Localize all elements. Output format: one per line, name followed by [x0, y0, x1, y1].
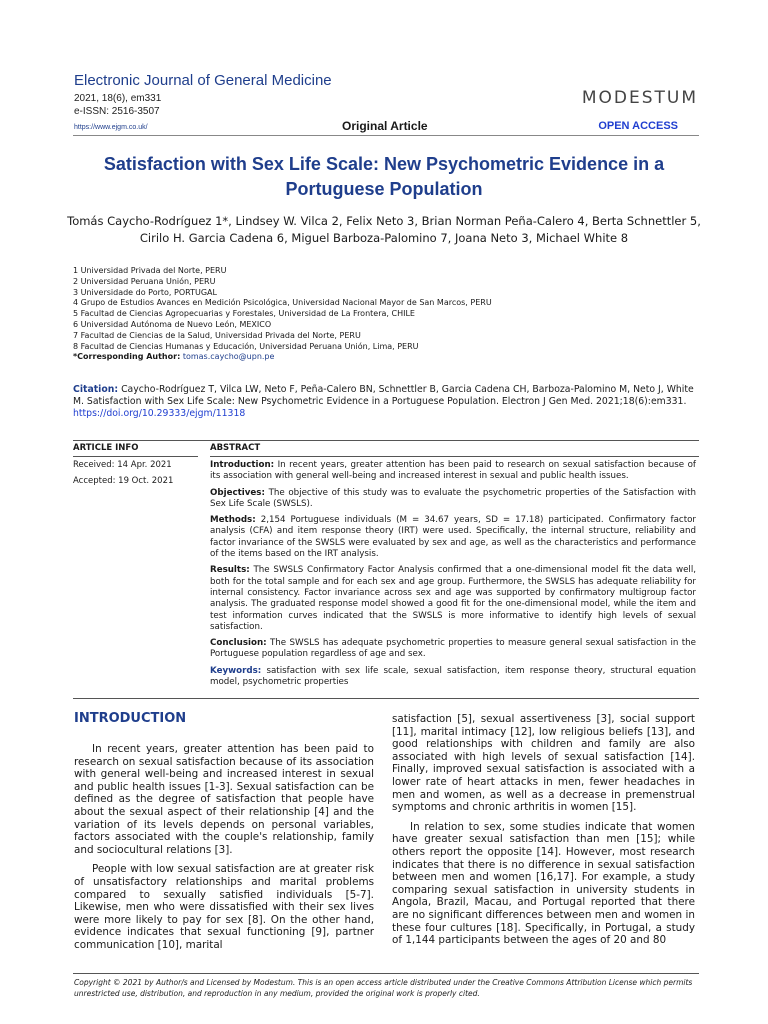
- paragraph: satisfaction [5], sexual assertiveness [3], social support [11], marital intimacy [12], low religious beliefs [13], and good relationships with children and family are also associated with high levels of sexual satisfaction [14]. Finally, improved sexual satisfaction is associated with a lower rate of heart attacks in men, fewer headaches in men and women, as well as a decrease in premenstrual symptoms and chronic arthritis in women [15].: [392, 713, 695, 814]
- journal-name: Electronic Journal of General Medicine: [74, 72, 332, 89]
- keywords-label: Keywords:: [210, 665, 262, 676]
- authors-line-2: Cirilo H. Garcia Cadena 6, Miguel Barboza-Palomino 7, Joana Neto 3, Michael White 8: [139, 231, 629, 245]
- abstract-results-text: The SWSLS Confirmatory Factor Analysis confirmed that a one-dimensional model fit the data well, both for the total sample and for each sex and age group. Furthermore, the SWSLS has adequate reliability for internal consistency. Factor invariance across sex and age was supported by confirmatory multigroup factor analysis. The graduated response model showed a good fit for the one-dimensional model, while the item and test information curves indicated that the SWSLS is more informative to identify high levels of sexual satisfaction.: [210, 565, 696, 632]
- affiliation-item: 4 Grupo de Estudios Avances en Medición Psicológica, Universidad Nacional Mayor de San Marcos, PERU: [73, 298, 492, 308]
- header-divider: [73, 135, 699, 136]
- authors-line-1: Tomás Caycho-Rodríguez 1*, Lindsey W. Vilca 2, Felix Neto 3, Brian Norman Peña-Calero 4, Berta Schnettler 5,: [67, 214, 701, 228]
- abstract-objectives: [210, 488, 696, 511]
- article-info-divider: [73, 456, 198, 457]
- publisher-logo: MODESTUM: [581, 88, 698, 108]
- affiliation-item: 7 Facultad de Ciencias de la Salud, Universidad Privada del Norte, PERU: [73, 330, 361, 340]
- abstract-body: [210, 460, 696, 693]
- abstract-keywords: [210, 666, 696, 689]
- introduction-heading: INTRODUCTION: [74, 711, 187, 726]
- paragraph: In recent years, greater attention has been paid to research on sexual satisfaction because of its association with general well-being and increased interest in sexual and public health issues [1-3]. Sexual satisfaction can be defined as the degree of satisfaction that people have about the sexual aspect of their relationship [4] and the variation of its levels depends on personal variables, factors associated with the couple's relationship, family and sociocultural relations [3].: [74, 743, 374, 856]
- paragraph: People with low sexual satisfaction are at greater risk of unsatisfactory relationships and marital problems compared to sexually satisfied individuals [5-7]. Likewise, men who were dissatisfied with their sex lives were more likely to pay for sex [8]. On the other hand, evidence indicates that sexual functioning [9], partner communication [10], marital: [74, 863, 374, 951]
- title-line-1: Satisfaction with Sex Life Scale: New Psychometric Evidence in a: [103, 154, 665, 174]
- body-column-left: [74, 743, 374, 959]
- abstract-heading: ABSTRACT: [210, 443, 261, 453]
- abstract-results: [210, 565, 696, 633]
- corresponding-label: *Corresponding Author:: [73, 352, 181, 362]
- info-top-divider: [73, 440, 699, 441]
- copyright-footer: Copyright © 2021 by Author/s and Licensed by Modestum. This is an open access article distributed under the Creative Commons Attribution License which permits unrestricted use, distribution, and reproduction in any medium, provided the original work is properly cited.: [74, 978, 693, 998]
- abstract-results-label: Results:: [210, 565, 250, 576]
- abstract-intro-label: Introduction:: [210, 460, 275, 470]
- article-info-heading: ARTICLE INFO: [73, 443, 139, 453]
- abstract-introduction: [210, 460, 696, 483]
- affiliation-item: 2 Universidad Peruana Unión, PERU: [73, 276, 216, 286]
- affiliation-item: 6 Universidad Autónoma de Nuevo León, MEXICO: [73, 319, 272, 329]
- abstract-bottom-divider: [73, 698, 699, 699]
- paper-title: [60, 152, 708, 202]
- author-list: [60, 213, 708, 247]
- corresponding-author: [73, 352, 492, 363]
- affiliations: [73, 266, 492, 363]
- abstract-methods: [210, 515, 696, 560]
- abstract-methods-label: Methods:: [210, 515, 256, 526]
- corresponding-email-link[interactable]: tomas.caycho@upn.pe: [182, 352, 275, 362]
- keywords-text: satisfaction with sex life scale, sexual satisfaction, item response theory, structural equation model, psychometric properties: [210, 665, 697, 688]
- body-column-right: [392, 713, 695, 954]
- affiliation-item: 5 Facultad de Ciencias Agropecuarias y Forestales, Universidad de La Frontera, CHILE: [73, 309, 415, 319]
- accepted-date: Accepted: 19 Oct. 2021: [73, 476, 174, 486]
- paragraph: In relation to sex, some studies indicate that women have greater sexual satisfaction than men [15]; while others report the opposite [14]. However, most research indicates that there is no difference in sexual satisfaction between men and women [16,17]. For example, a study comparing sexual satisfaction in university students in Angola, Brazil, Macau, and Portugal reported that there are no significant differences between men and women in these four cultures [18]. Specifically, in Portugal, a study of 1,144 participants between the ages of 20 and 80: [392, 820, 695, 947]
- abstract-objectives-text: The objective of this study was to evaluate the psychometric properties of the Satisfaction with Sex Life Scale (SWSLS).: [210, 487, 696, 509]
- title-line-2: Portuguese Population: [285, 179, 483, 199]
- journal-url-link[interactable]: https://www.ejgm.co.uk/: [74, 124, 148, 131]
- issn-line: e-ISSN: 2516-3507: [74, 106, 160, 117]
- citation-block: [73, 384, 697, 420]
- abstract-divider: [210, 456, 699, 457]
- abstract-conclusion-label: Conclusion:: [210, 638, 267, 649]
- volume-line: 2021, 18(6), em331: [74, 93, 162, 104]
- abstract-conclusion-text: The SWSLS has adequate psychometric properties to measure general sexual satisfaction in the Portuguese population regardless of age and sex.: [210, 638, 696, 660]
- abstract-conclusion: [210, 638, 696, 661]
- abstract-objectives-label: Objectives:: [210, 487, 265, 498]
- abstract-intro-text: In recent years, greater attention has been paid to research on sexual satisfaction because of its association with general well-being and increased interest in sexual and public health issues.: [210, 460, 696, 482]
- citation-text: Caycho-Rodríguez T, Vilca LW, Neto F, Peña-Calero BN, Schnettler B, Garcia Cadena CH, Barboza-Palomino M, Neto J, White M. Satisfaction with Sex Life Scale: New Psychometric Evidence in a Portuguese Population. Electron J Gen Med. 2021;18(6):em331.: [73, 384, 694, 407]
- citation-label: Citation:: [73, 384, 119, 395]
- affiliation-item: 1 Universidad Privada del Norte, PERU: [73, 266, 227, 275]
- article-type: Original Article: [342, 119, 428, 133]
- footer-divider: [73, 973, 699, 974]
- affiliation-item: 3 Universidade do Porto, PORTUGAL: [73, 287, 217, 297]
- affiliation-item: 8 Facultad de Ciencias Humanas y Educación, Universidad Peruana Unión, Lima, PERU: [73, 341, 419, 351]
- open-access-label: OPEN ACCESS: [598, 120, 678, 132]
- received-date: Received: 14 Apr. 2021: [73, 460, 172, 470]
- abstract-methods-text: 2,154 Portuguese individuals (M = 34.67 years, SD = 17.18) participated. Confirmatory factor analysis (CFA) and item response theory (IRT) were used. Specifically, the internal structure, reliability and factor invariance of the SWSLS were evaluated by sex and age, as well as the characteristics and performance of the items based on the IRT analysis.: [210, 515, 696, 560]
- doi-link[interactable]: https://doi.org/10.29333/ejgm/11318: [73, 408, 246, 419]
